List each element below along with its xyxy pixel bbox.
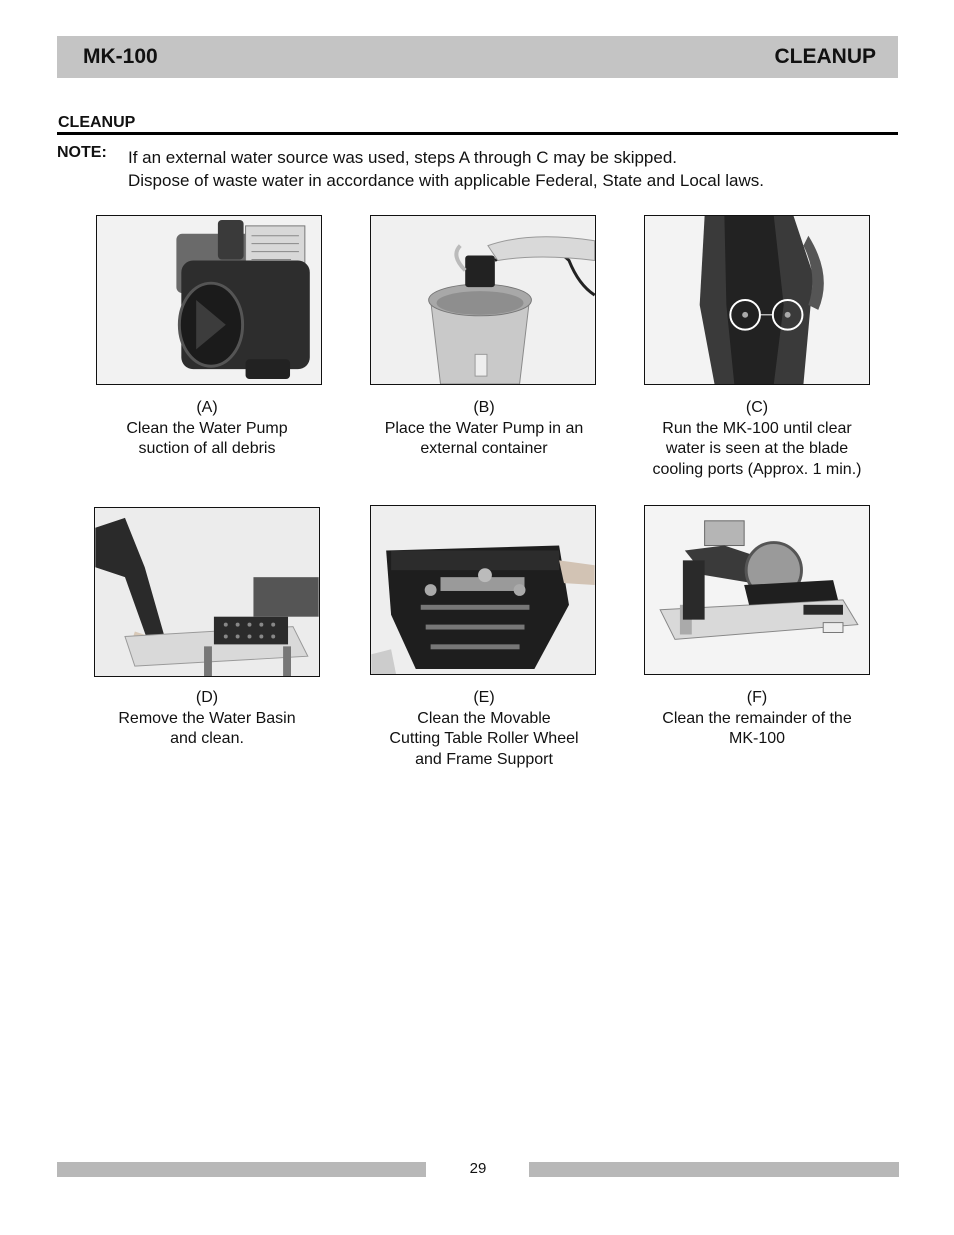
mk100-saw-image [645,506,869,674]
step-line: external container [420,440,548,457]
header-model: MK-100 [83,45,158,68]
caption-step-b [364,398,604,460]
step-line: Cutting Table Roller Wheel [389,730,579,747]
step-letter: (C) [745,399,769,416]
footer-bar-right [529,1162,899,1177]
caption-step-f [637,688,877,750]
step-line: and clean. [170,730,244,747]
caption-step-d [87,688,327,750]
step-letter: (E) [473,689,495,706]
step-line: Place the Water Pump in an [384,419,584,437]
step-line: and Frame Support [415,750,553,768]
photo-remove-basin [94,507,320,677]
cooling-ports-image [645,216,869,384]
step-line: Remove the Water Basin [118,709,296,727]
photo-mk100-saw [644,505,870,675]
footer-bar-left [57,1162,426,1177]
page-header [57,36,898,78]
note-label: NOTE: [57,144,107,161]
step-line: MK-100 [728,730,786,747]
section-title: CLEANUP [58,114,136,131]
note-line: If an external water source was used, steps A through C may be skipped. [128,148,678,167]
remove-basin-image [95,508,319,676]
photo-cutting-table [370,505,596,675]
step-letter: (A) [196,399,218,416]
step-letter: (D) [195,689,219,706]
step-line: cooling ports (Approx. 1 min.) [652,460,862,478]
step-line: Clean the Movable [417,709,551,727]
photo-water-pump [96,215,322,385]
step-line: Run the MK-100 until clear [662,419,852,437]
photo-cooling-ports [644,215,870,385]
pump-bucket-image [371,216,595,384]
cutting-table-image [371,506,595,674]
caption-step-c [637,398,877,480]
caption-step-e [364,688,604,770]
step-letter: (F) [746,689,768,706]
page-number: 29 [469,1160,487,1177]
step-line: water is seen at the blade [665,440,849,457]
photo-pump-in-bucket [370,215,596,385]
header-section: CLEANUP [774,45,876,68]
step-line: suction of all debris [138,440,276,457]
step-letter: (B) [473,399,495,416]
water-pump-image [97,216,321,384]
note-line: Dispose of waste water in accordance with applicable Federal, State and Local laws. [128,171,764,190]
step-line: Clean the remainder of the [662,709,852,727]
caption-step-a [87,398,327,460]
section-divider [57,132,898,135]
note-text [128,146,764,192]
step-line: Clean the Water Pump [126,419,288,437]
